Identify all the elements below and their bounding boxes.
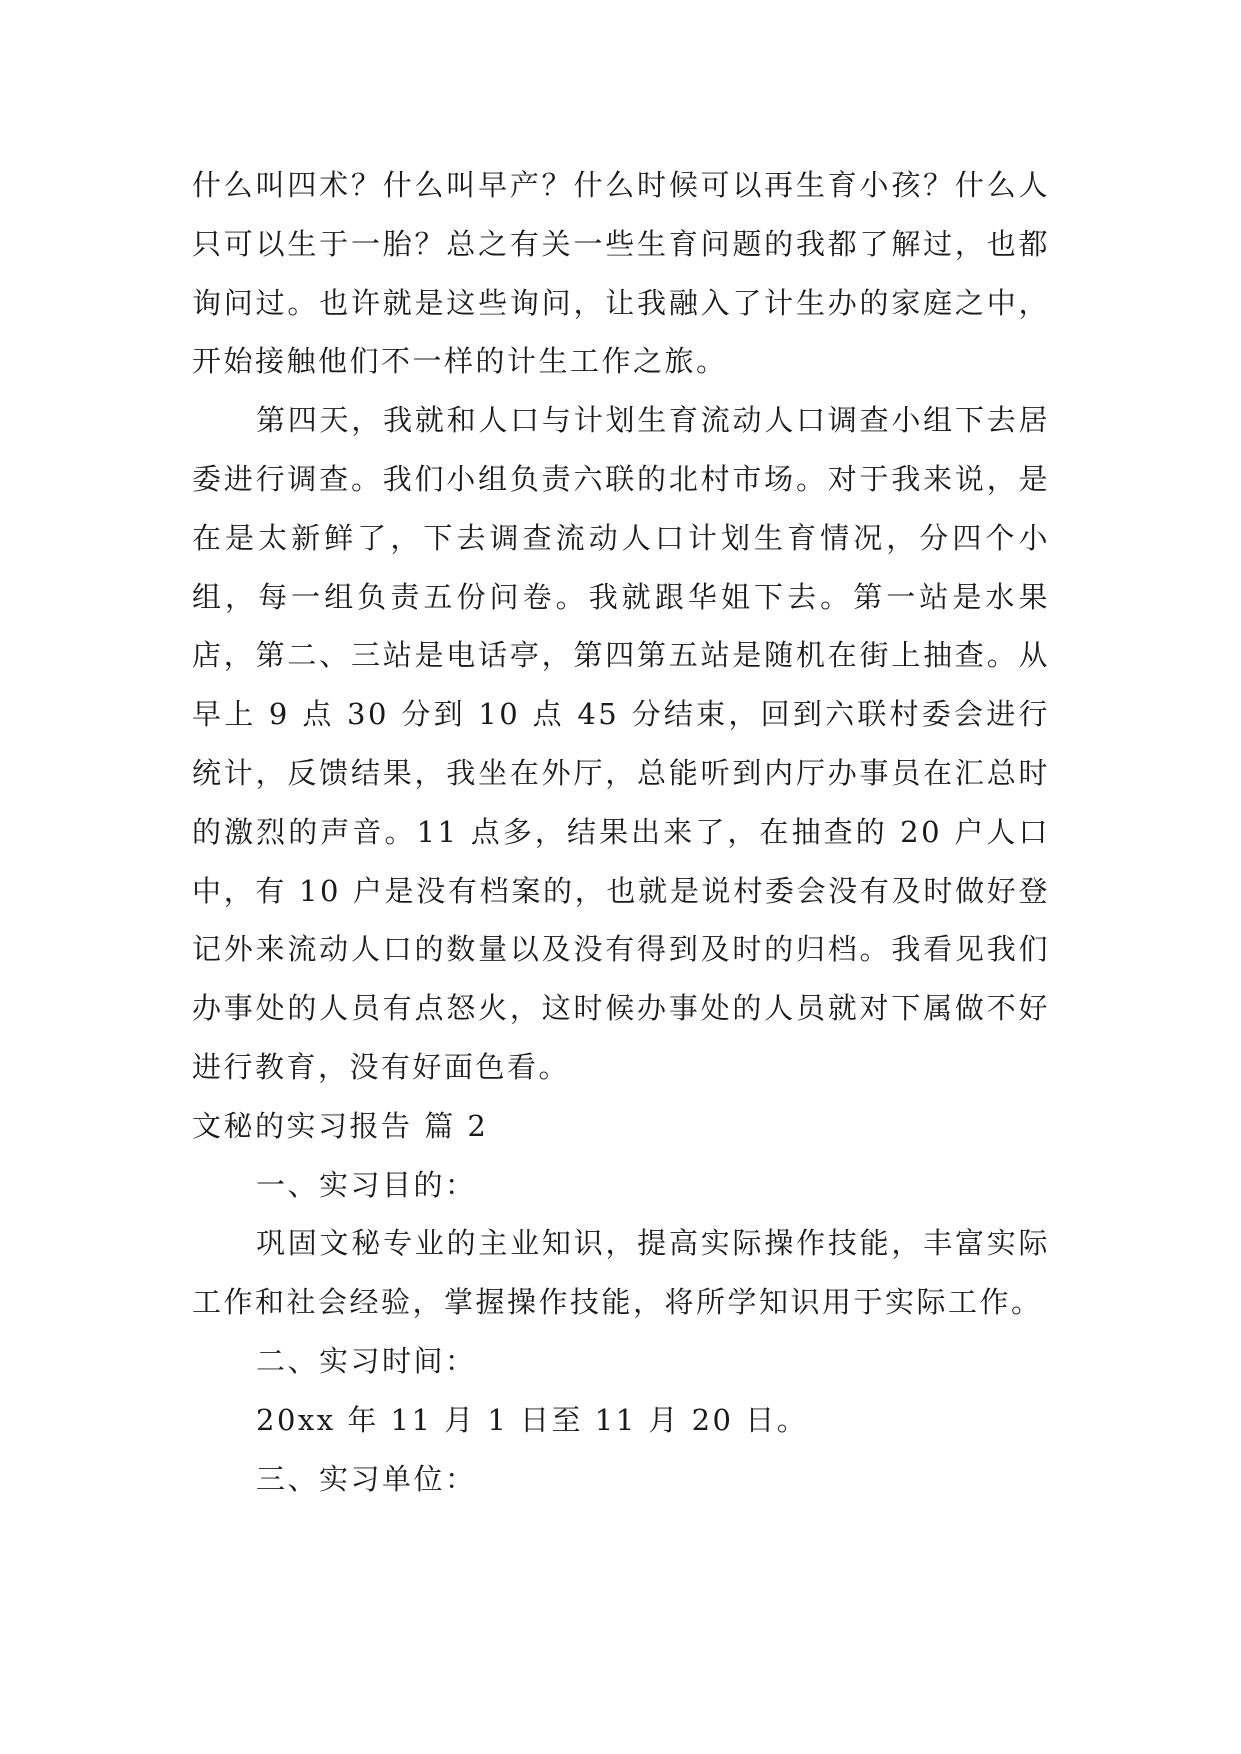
paragraph-day-four: 第四天，我就和人口与计划生育流动人口调查小组下去居委进行调查。我们小组负责六联的北村市场。对于我来说，是在是太新鲜了，下去调查流动人口计划生育情况，分四个小组，每一组负责五份问卷。我就跟华姐下去。第一站是水果店，第二、三站是电话亭，第四第五站是随机在街上抽查。从早上 9 点 30 分到 10 点 45 分结束，回到六联村委会进行统计，反馈结果，我坐在外厅，总能听到内厅办事员在汇总时的激烈的声音。11 点多，结果出来了，在抽查的 20 户人口中，有 10 户是没有档案的，也就是说村委会没有及时做好登记外来流动人口的数量以及没有得到及时的归档。我看见我们办事处的人员有点怒火，这时候办事处的人员就对下属做不好进行教育，没有好面色看。	[192, 403, 1050, 1084]
subheading-purpose: 一、实习目的：	[256, 1167, 477, 1202]
document-body	[192, 156, 1050, 1508]
section-title: 文秘的实习报告 篇 2	[192, 1108, 489, 1143]
paragraph-purpose: 巩固文秘专业的主业知识，提高实际操作技能，丰富实际工作和社会经验，掌握操作技能，将所学知识用于实际工作。	[192, 1226, 1050, 1320]
paragraph-time: 20xx 年 11 月 1 日至 11 月 20 日。	[256, 1402, 809, 1437]
paragraph-intro-continuation: 什么叫四术？什么叫早产？什么时候可以再生育小孩？什么人只可以生于一胎？总之有关一些生育问题的我都了解过，也都询问过。也许就是这些询问，让我融入了计生办的家庭之中，开始接触他们不一样的计生工作之旅。	[192, 168, 1050, 379]
subheading-unit: 三、实习单位：	[256, 1461, 477, 1496]
subheading-time: 二、实习时间：	[256, 1343, 477, 1378]
